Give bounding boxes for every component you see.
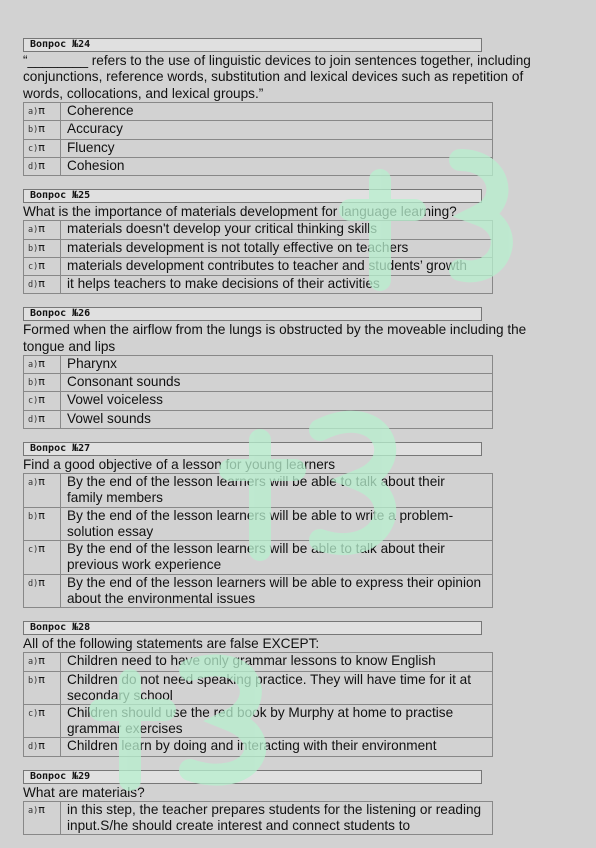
answer-row	[24, 738, 493, 756]
answer-letter-cell	[24, 374, 61, 392]
answer-row	[24, 410, 493, 428]
question-text: Find a good objective of a lesson for young learners	[23, 456, 336, 472]
answer-mark: π	[38, 542, 45, 556]
answer-letter-cell	[24, 121, 61, 139]
answer-row	[24, 356, 493, 374]
answer-letter-cell	[24, 257, 61, 275]
answer-letter: a)	[28, 657, 39, 668]
answer-letter-cell	[24, 507, 61, 540]
answer-row	[24, 541, 493, 574]
answer-mark: π	[38, 705, 45, 719]
answer-mark: π	[38, 104, 45, 118]
question-header: Вопрос №29	[23, 770, 482, 784]
answer-row	[24, 103, 493, 121]
answer-letter-cell	[24, 574, 61, 607]
question-text: What is the importance of materials development for language learning?	[23, 204, 457, 220]
answer-letter: c)	[28, 261, 39, 272]
answer-letter-cell	[24, 356, 61, 374]
answer-text: Coherence	[61, 103, 493, 121]
question-text: What are materials?	[23, 784, 145, 800]
answer-table	[23, 801, 493, 835]
question-header: Вопрос №26	[23, 307, 482, 321]
answer-text: Consonant sounds	[61, 374, 493, 392]
answer-text: Vowel sounds	[61, 410, 493, 428]
answer-letter: d)	[28, 280, 39, 291]
answer-letter: a)	[28, 805, 39, 816]
answer-text: Fluency	[61, 139, 493, 157]
answer-row	[24, 239, 493, 257]
answer-text: Cohesion	[61, 157, 493, 175]
answer-letter-cell	[24, 139, 61, 157]
answer-mark: π	[38, 122, 45, 136]
answer-row	[24, 574, 493, 607]
answer-text: materials development contributes to teacher and students’ growth	[61, 257, 493, 275]
answer-text: it helps teachers to make decisions of their activities	[61, 276, 493, 294]
question-block	[23, 38, 531, 176]
answer-row	[24, 671, 493, 704]
answer-row	[24, 121, 493, 139]
answer-letter: c)	[28, 545, 39, 556]
answer-letter-cell	[24, 157, 61, 175]
answer-letter: b)	[28, 511, 39, 522]
answer-letter-cell	[24, 239, 61, 257]
answer-row	[24, 221, 493, 239]
answer-table	[23, 220, 493, 294]
answer-mark: π	[38, 393, 45, 407]
answer-letter-cell	[24, 704, 61, 737]
answer-letter: d)	[28, 161, 39, 172]
answer-text: materials doesn't develop your critical thinking skills	[61, 221, 493, 239]
answer-letter: a)	[28, 478, 39, 489]
question-block	[23, 307, 527, 429]
answer-letter-cell	[24, 474, 61, 507]
answer-mark: π	[38, 654, 45, 668]
question-block	[23, 770, 493, 836]
answer-mark: π	[38, 240, 45, 254]
answer-row	[24, 653, 493, 671]
document-page	[23, 38, 531, 848]
answer-text: in this step, the teacher prepares students for the listening or reading input.S/he should create interest and connect students to	[61, 801, 493, 834]
answer-mark: π	[38, 258, 45, 272]
answer-text: By the end of the lesson learners will be able to talk about their family members	[61, 474, 493, 507]
answer-table	[23, 652, 493, 756]
question-block	[23, 189, 493, 294]
answer-letter-cell	[24, 653, 61, 671]
answer-mark: π	[38, 672, 45, 686]
answer-row	[24, 374, 493, 392]
answer-mark: π	[38, 140, 45, 154]
answer-table	[23, 102, 493, 176]
answer-table	[23, 355, 493, 429]
answer-letter: d)	[28, 578, 39, 589]
answer-text: By the end of the lesson learners will be able to talk about their previous work experience	[61, 541, 493, 574]
answer-mark: π	[38, 802, 45, 816]
question-text: All of the following statements are false EXCEPT:	[23, 635, 320, 651]
answer-letter: b)	[28, 675, 39, 686]
answer-mark: π	[38, 475, 45, 489]
answer-letter: c)	[28, 708, 39, 719]
answer-text: By the end of the lesson learners will be able to express their opinion about the environmental issues	[61, 574, 493, 607]
answer-text: Pharynx	[61, 356, 493, 374]
answer-row	[24, 801, 493, 834]
question-header: Вопрос №25	[23, 189, 482, 203]
answer-mark: π	[38, 158, 45, 172]
answer-letter: b)	[28, 125, 39, 136]
answer-letter: d)	[28, 414, 39, 425]
answer-letter-cell	[24, 221, 61, 239]
answer-letter: c)	[28, 396, 39, 407]
answer-letter-cell	[24, 738, 61, 756]
answer-letter-cell	[24, 801, 61, 834]
answer-letter: a)	[28, 225, 39, 236]
answer-mark: π	[38, 739, 45, 753]
answer-letter-cell	[24, 410, 61, 428]
answer-mark: π	[38, 508, 45, 522]
answer-row	[24, 139, 493, 157]
question-text: Formed when the airflow from the lungs is obstructed by the moveable including the tongue and lips	[23, 322, 527, 354]
question-header: Вопрос №27	[23, 442, 482, 456]
answer-row	[24, 157, 493, 175]
answer-text: Children learn by doing and interacting with their environment	[61, 738, 493, 756]
answer-letter: a)	[28, 360, 39, 371]
answer-row	[24, 507, 493, 540]
question-header: Вопрос №24	[23, 38, 482, 52]
answer-text: Children do not need speaking practice. They will have time for it at secondary school	[61, 671, 493, 704]
answer-mark: π	[38, 411, 45, 425]
question-text: “________ refers to the use of linguistic devices to join sentences together, including conjunctions, reference words, substitution and lexical devices such as repetition of words, collocations, and lexical groups.”	[23, 53, 531, 101]
answer-mark: π	[38, 277, 45, 291]
answer-letter: a)	[28, 107, 39, 118]
answer-row	[24, 257, 493, 275]
answer-letter-cell	[24, 671, 61, 704]
answer-text: Vowel voiceless	[61, 392, 493, 410]
answer-row	[24, 276, 493, 294]
answer-mark: π	[38, 375, 45, 389]
answer-letter-cell	[24, 276, 61, 294]
answer-text: materials development is not totally effective on teachers	[61, 239, 493, 257]
answer-letter: b)	[28, 243, 39, 254]
answer-mark: π	[38, 222, 45, 236]
answer-letter-cell	[24, 541, 61, 574]
answer-letter: d)	[28, 742, 39, 753]
answer-row	[24, 474, 493, 507]
answer-letter-cell	[24, 392, 61, 410]
question-block	[23, 442, 493, 608]
answer-letter: c)	[28, 143, 39, 154]
answer-row	[24, 704, 493, 737]
answer-text: Children should use the red book by Murphy at home to practise grammar exercises	[61, 704, 493, 737]
answer-letter: b)	[28, 378, 39, 389]
question-block	[23, 621, 493, 757]
answer-mark: π	[38, 575, 45, 589]
answer-text: Children need to have only grammar lessons to know English	[61, 653, 493, 671]
answer-row	[24, 392, 493, 410]
answer-mark: π	[38, 357, 45, 371]
answer-text: Accuracy	[61, 121, 493, 139]
answer-text: By the end of the lesson learners will be able to write a problem-solution essay	[61, 507, 493, 540]
question-header: Вопрос №28	[23, 621, 482, 635]
answer-letter-cell	[24, 103, 61, 121]
answer-table	[23, 473, 493, 608]
